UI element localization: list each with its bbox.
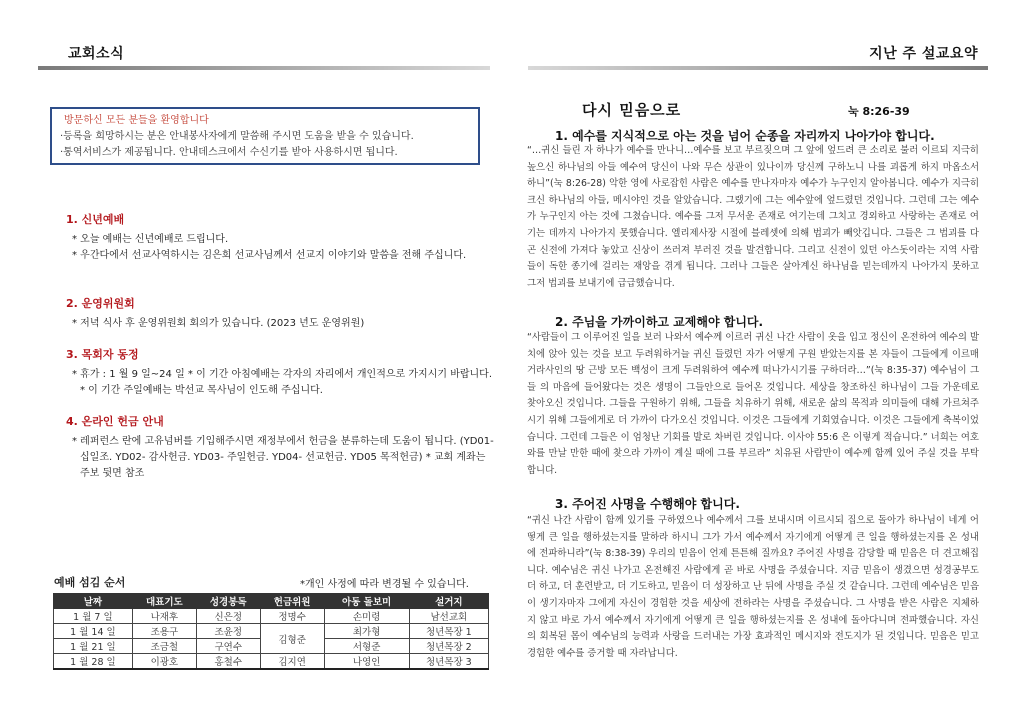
section-title: 2. 운영위원회 <box>66 297 135 310</box>
section-line: * 우간다에서 선교사역하시는 김은희 선교사님께서 선교지 이야기와 말씀을 전해 주십니다. <box>72 250 467 261</box>
table-cell: 조금철 <box>132 639 196 654</box>
column-header: 대표기도 <box>132 594 196 609</box>
table-cell: 신은정 <box>196 609 260 624</box>
table-cell: 손미령 <box>324 609 409 624</box>
section-title: 4. 온라인 헌금 안내 <box>66 415 164 428</box>
section-line: * 저녁 식사 후 운영위원회 회의가 있습니다. (2023 년도 운영위원) <box>72 318 365 329</box>
table-row <box>54 624 489 639</box>
table-cell: 이광호 <box>132 654 196 670</box>
table-cell: 조윤정 <box>196 624 260 639</box>
table-header-row <box>54 594 489 609</box>
welcome-title: 방문하신 모든 분들을 환영합니다 <box>64 115 209 126</box>
schedule-table <box>53 593 489 670</box>
table-cell: 김지연 <box>260 654 324 670</box>
sermon-title: 다시 믿음으로 <box>582 101 682 119</box>
table-cell: 서형준 <box>324 639 409 654</box>
table-cell: 김형준 <box>260 624 324 654</box>
table-cell: 구연수 <box>196 639 260 654</box>
welcome-line: ·통역서비스가 제공됩니다. 안내데스크에서 수신기를 받아 사용하시면 됩니다. <box>60 147 398 158</box>
column-header: 헌금위원 <box>260 594 324 609</box>
section-title: 3. 목회자 동정 <box>66 348 139 361</box>
table-cell: 청년목장 3 <box>409 654 488 670</box>
column-header: 아동 돌보미 <box>324 594 409 609</box>
table-cell: 정명수 <box>260 609 324 624</box>
table-cell: 1 월 7 일 <box>54 609 133 624</box>
column-header: 날짜 <box>54 594 133 609</box>
news-section-online-offering <box>66 414 496 482</box>
news-section-committee <box>66 296 496 332</box>
header-divider <box>38 66 490 70</box>
section-line: * 휴가 : 1 월 9 일~24 일 * 이 기간 아침예배는 각자의 자리에서 개인적으로 가지시기 바랍니다. * 이 기간 주일예배는 박선교 목사님이 인도해 주십니다. <box>72 369 493 396</box>
schedule-title: 예배 섬김 순서 <box>54 576 126 589</box>
table-cell: 나영인 <box>324 654 409 670</box>
column-header: 성경봉독 <box>196 594 260 609</box>
page-header-title: 교회소식 <box>68 46 125 62</box>
table-row <box>54 609 489 624</box>
sermon-point-heading: 3. 주어진 사명을 수행해야 합니다. <box>555 497 740 511</box>
welcome-line: ·등록을 희망하시는 분은 안내봉사자에게 말씀해 주시면 도움을 받을 수 있습니다. <box>60 131 414 142</box>
welcome-box <box>50 107 480 165</box>
table-cell: 1 월 21 일 <box>54 639 133 654</box>
section-title: 1. 신년예배 <box>66 213 125 226</box>
news-section-pastor <box>66 347 496 399</box>
table-cell: 청년목장 2 <box>409 639 488 654</box>
sermon-point-heading: 2. 주님을 가까이하고 교제해야 합니다. <box>555 315 764 329</box>
section-line: * 오늘 예배는 신년예배로 드립니다. <box>72 234 229 245</box>
section-line: * 레퍼런스 란에 고유넘버를 기입해주시면 재정부에서 헌금을 분류하는데 도움이 됩니다. (YD01- 십일조. YD02- 감사헌금. YD03- 주일헌금. YD04- 선교헌금. YD05 목적헌금) * 교회 계좌는 주보 뒷면 참조 <box>72 436 494 479</box>
sermon-point-body: “사람들이 그 이루어진 일을 보러 나와서 예수께 이르러 귀신 나간 사람이 옷을 입고 정신이 온전하여 예수의 발치에 앉아 있는 것을 보고 두려워하거늘 귀신 들렸던 자가 어떻게 구원 받았는지를 본 자들이 그들에게 이르매 거라사인의 땅 근방 모든 백성이 크게 두려워하여 예수께 떠나가시기를 구하더라…”(눅 8:35-37) 예수님이 그들 의 마음에 들어왔다는 것은 생명이 그들안으로 들어온 것입니다. 세상을 창조하신 하나님이 그들 가운데로 찾아오신 것입니다. 그들을 구원하기 위해, 그들을 치유하기 위해, 새로운 삶의 목적과 의미들에 대해 가르쳐주시기 위해 그들에게로 더 가까이 다가오신 것입니다. 이것은 그들에게 기회였습니다. 이것은 그들에게 축복이었습니다. 그런데 그들은 이 엄청난 기회를 발로 차버린 것입니다. 이사야 55:6 은 이렇게 적습니다.” 너희는 여호와를 만날 만한 때에 찾으라 가까이 계실 때에 그를 부르라” 치유된 사람만이 예수께 함께 있어 주실 것을 부탁합니다. <box>527 332 979 476</box>
sermon-point-heading: 1. 예수를 지식적으로 아는 것을 넘어 순종을 자리까지 나아가야 합니다. <box>555 129 935 143</box>
header-divider <box>528 66 988 70</box>
table-cell: 조용구 <box>132 624 196 639</box>
table-cell: 남선교회 <box>409 609 488 624</box>
news-section-new-year <box>66 212 496 264</box>
column-header: 설거지 <box>409 594 488 609</box>
table-cell: 홍철수 <box>196 654 260 670</box>
sermon-reference: 눅 8:26-39 <box>848 105 910 118</box>
page-header-title: 지난 주 설교요약 <box>869 46 978 62</box>
sermon-point-body: “귀신 나간 사람이 함께 있기를 구하였으나 예수께서 그를 보내시며 이르시되 집으로 돌아가 하나님이 네게 어떻게 큰 일을 행하셨는지를 말하라 하시니 그가 가서 예수께서 자기에게 어떻게 큰 일을 행하셨는지를 온 성내에 전파하니라”(눅 8:38-39) 우리의 믿음이 언제 튼튼해 질까요? 주어진 사명을 감당할 때 믿음은 더 견고해집니다. 예수님은 귀신 나가고 온전해진 사람에게 곧 바로 사명을 주셨습니다. 지금 믿음이 생겼으면 성경공부도 더 하고, 더 훈련받고, 더 기도하고, 믿음이 더 성장하고 난 뒤에 사명을 주실 것 같습니다. 그런데 예수님은 믿음이 생기자마자 그에게 자신이 경험한 것을 세상에 전하라는 사명을 주셨습니다. 그 사명을 받은 사람은 지체하지 않고 바로 가서 예수께서 자기에게 어떻게 큰 일을 행하셨는지를 온 성내에 돌아다니며 전파했습니다. 자신의 회복된 몸이 예수님의 능력과 사랑을 드러내는 가장 효과적인 메시지와 전도지가 된 것입니다. 믿음은 믿고 경험한 예수를 증거할 때 자라납니다. <box>527 515 980 659</box>
table-cell: 1 월 28 일 <box>54 654 133 670</box>
table-cell: 1 월 14 일 <box>54 624 133 639</box>
table-row <box>54 654 489 670</box>
table-cell: 최가형 <box>324 624 409 639</box>
table-cell: 청년목장 1 <box>409 624 488 639</box>
sermon-point-body: “…귀신 들린 자 하나가 예수를 만나니…예수를 보고 부르짖으며 그 앞에 엎드려 큰 소리로 불러 이르되 지극히 높으신 하나님의 아들 예수여 당신이 나와 무슨 상관이 있나이까 당신께 구하노니 나를 괴롭게 하지 마옵소서 하니”(눅 8:26-28) 악한 영에 사로잡힌 사람은 예수를 만나자마자 예수가 누구인지 알아봅니다. 예수가 지극히 크신 하나님의 아들, 메시야인 것을 알았습니다. 그랬기에 그는 예수앞에 엎드렸던 것입니다. 그런데 그는 예수가 누구인지 아는 것에 그쳤습니다. 예수를 그저 무서운 존재로 여기는데 그치고 경외하고 사랑하는 존재로 여기는 데까지 나아가지 못했습니다. 엘리제사장 시절에 블레셋에 의해 법괴가 빼앗깁니다. 그들은 그 법괴를 다곤 신전에 가져다 놓았고 신상이 쓰러져 부러진 것을 발견합니다. 그리고 신전이 있던 아스돗이라는 지역 사람들이 독한 종기에 걸리는 재앙을 겪게 됩니다. 그러나 그들은 살아계신 하나님을 믿는데까지 나아가지 못하고 그저 법괴를 보내기에 급급했습니다. <box>527 145 979 289</box>
table-cell: 나재후 <box>132 609 196 624</box>
schedule-note: *개인 사정에 따라 변경될 수 있습니다. <box>300 579 469 590</box>
